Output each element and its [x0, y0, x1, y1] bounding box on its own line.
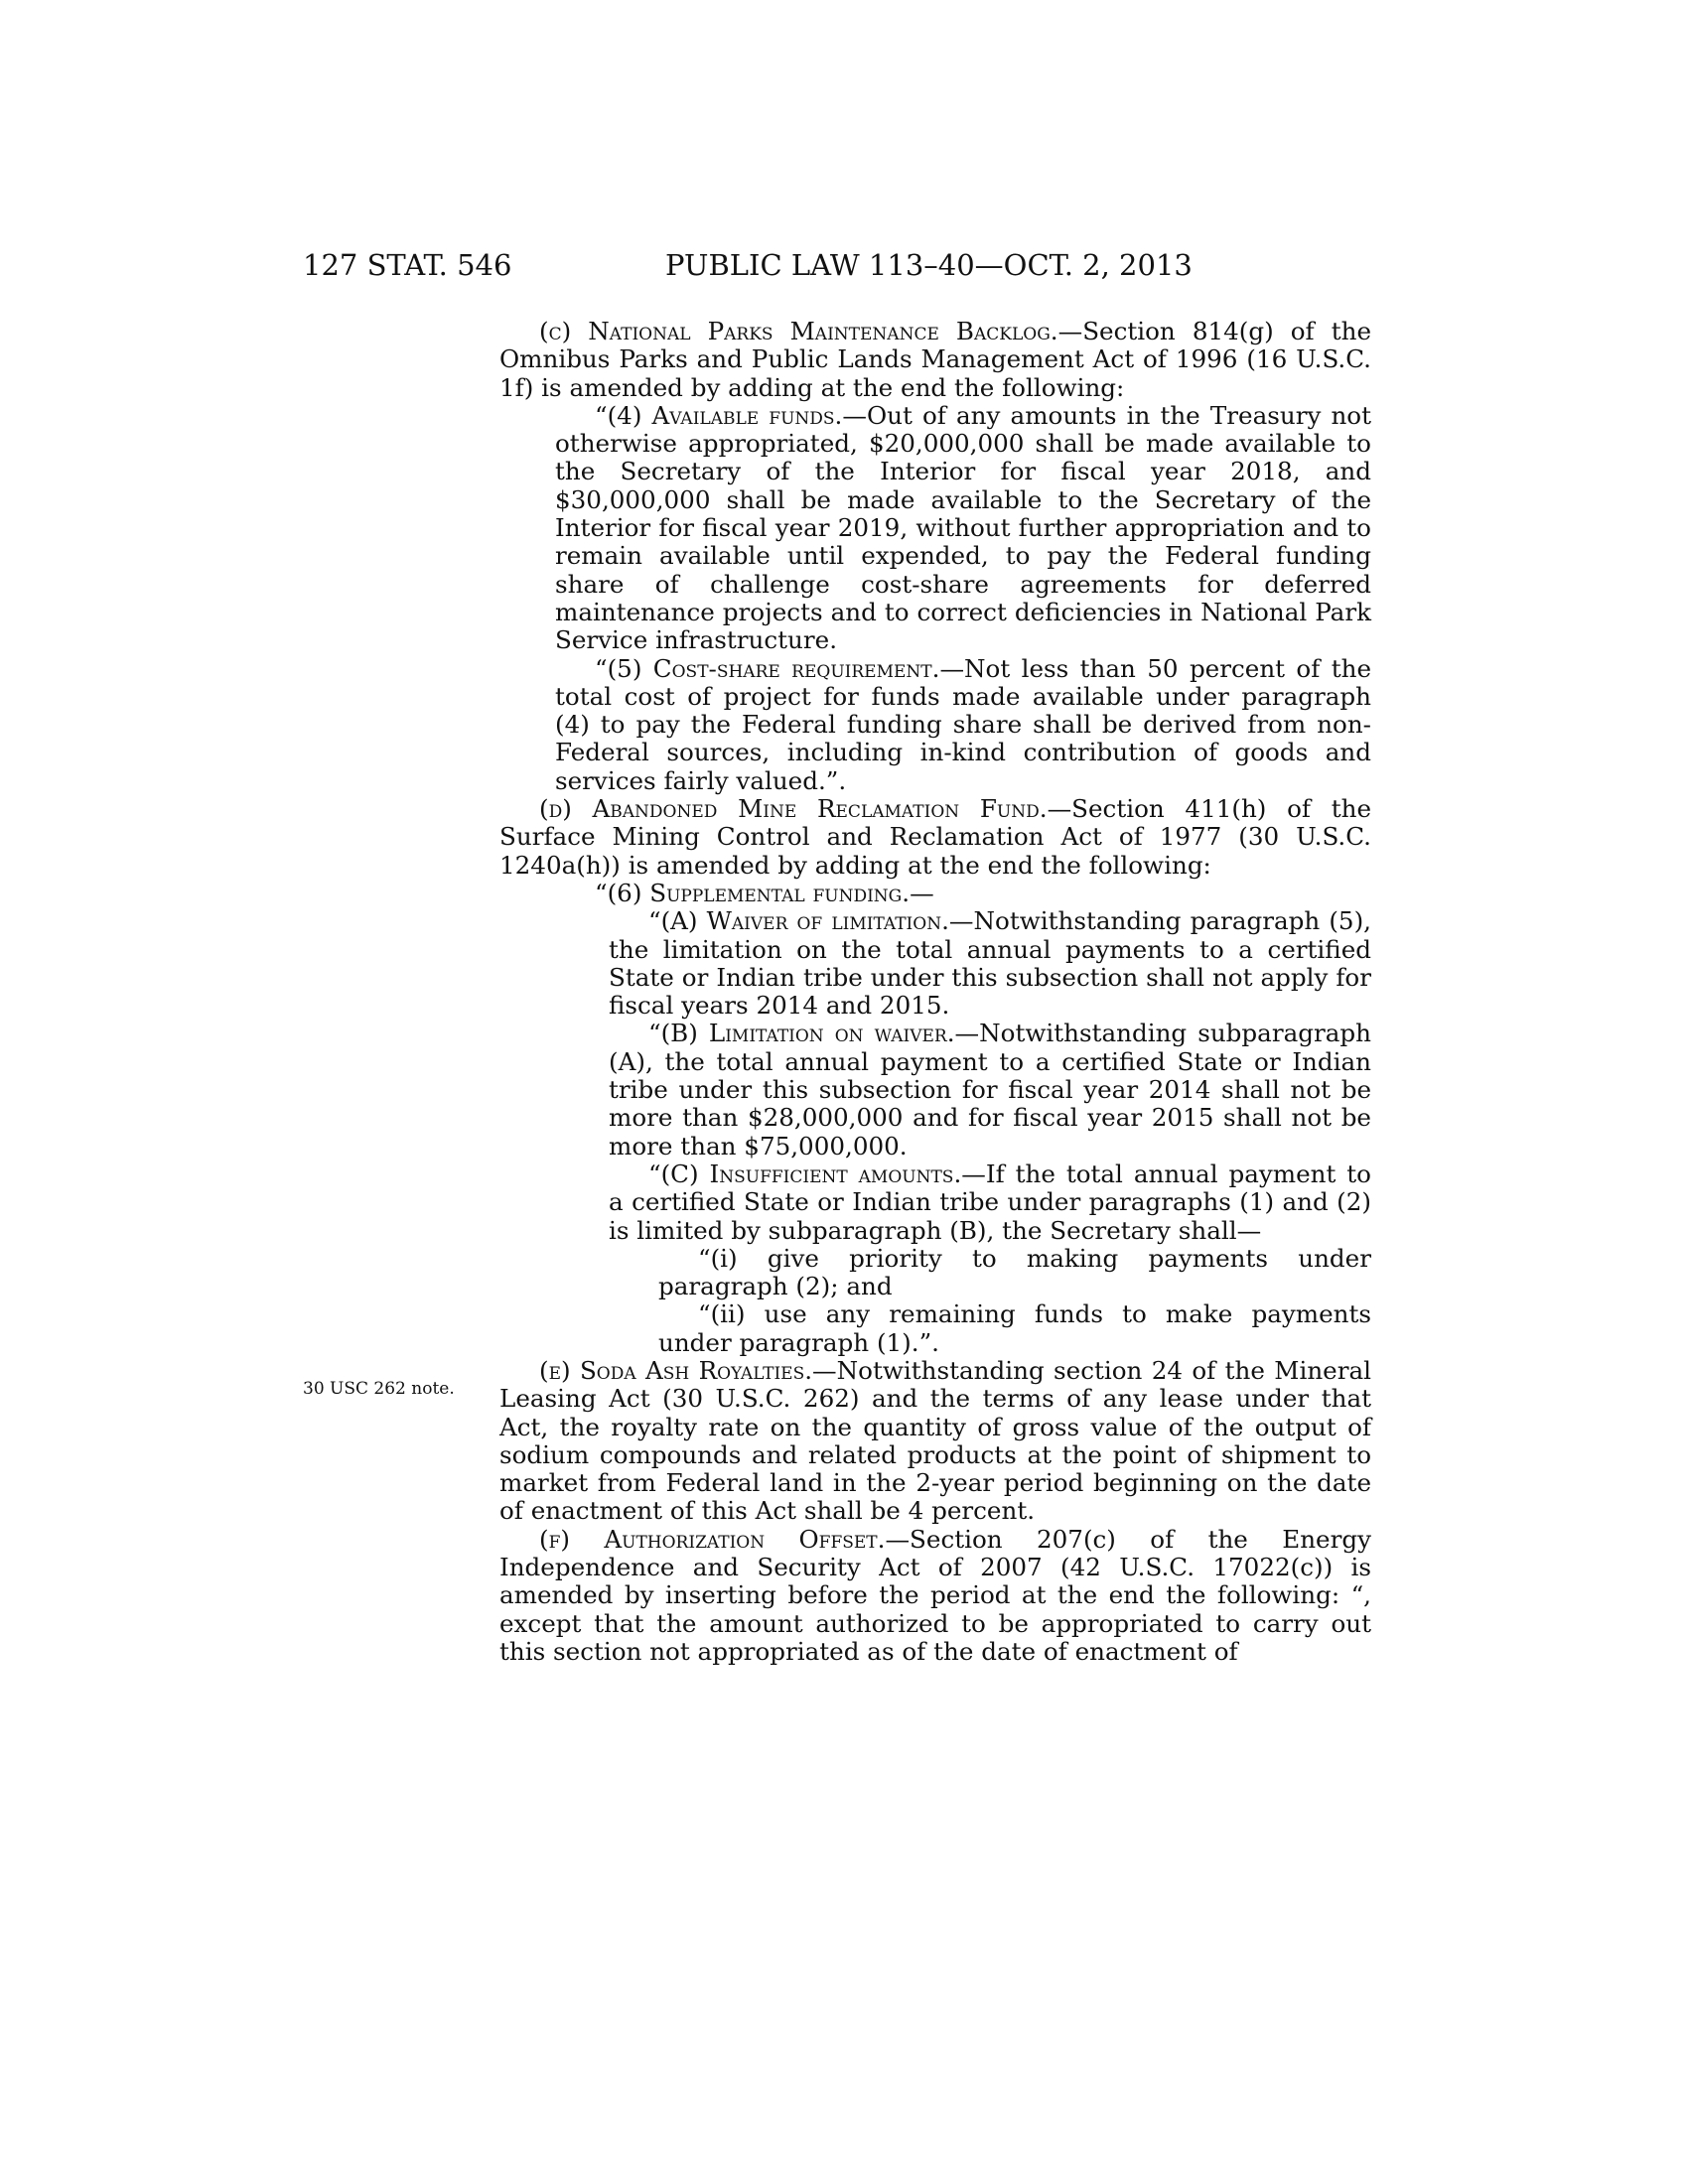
subparagraph-dA-heading: “(A) Waiver of limitation.: [648, 906, 949, 936]
page-header: [0, 248, 1688, 288]
subparagraph-dC: [609, 1160, 1371, 1245]
subsection-e: [499, 1357, 1371, 1526]
stat-page-number: 127 STAT. 546: [303, 248, 512, 282]
clause-dCii: “(ii) use any remaining funds to make payments under paragraph (1).”.: [658, 1299, 1371, 1357]
clause-dCi: “(i) give priority to making payments under paragraph (2); and: [658, 1243, 1371, 1301]
paragraph-d6: [555, 880, 1371, 907]
paragraph-c4-text: —Out of any amounts in the Treasury not otherwise appropriated, $20,000,000 shall be made available to the Secretary of the Interior for fiscal year 2018, and $30,000,000 shall be made available to the Secretary of the Interior for fiscal year 2019, without further appropriation and to remain available until expended, to pay the Federal funding share of challenge cost-share agreements for deferred maintenance projects and to correct deficiencies in National Park Service infrastructure.: [555, 400, 1371, 655]
subsection-d: [499, 795, 1371, 880]
subparagraph-dC-heading: “(C) Insufficient amounts.: [648, 1159, 962, 1188]
statute-body: [499, 318, 1371, 1666]
subsection-f-text: —Section 207(c) of the Energy Independence and Security Act of 2007 (42 U.S.C. 17022(c)) is amended by inserting before the period at the end the following: “, except that the amount authorized to be appropriated to carry out this section not appropriated as of the date of enactment of: [499, 1524, 1371, 1666]
subsection-d-heading: (d) Abandoned Mine Reclamation Fund.: [539, 794, 1048, 824]
subparagraph-dB: [609, 1020, 1371, 1160]
margin-note-soda-ash: 30 USC 262 note.: [303, 1379, 455, 1399]
paragraph-d6-heading: “(6) Supplemental funding.: [595, 878, 911, 907]
public-law-title: PUBLIC LAW 113–40—OCT. 2, 2013: [665, 248, 1193, 282]
paragraph-c4-heading: “(4) Available funds.: [595, 400, 843, 430]
subparagraph-dB-text: —Notwithstanding subparagraph (A), the total annual payment to a certified State or Indian tribe under this subsection for fiscal year 2014 shall not be more than $28,000,000 and for fiscal year 2015 shall not be more than $75,000,000.: [609, 1019, 1371, 1160]
paragraph-c5-text: —Not less than 50 percent of the total cost of project for funds made available under paragraph (4) to pay the Federal funding share shall be derived from non-Federal sources, including in-kind contribution of goods and services fairly valued.”.: [555, 653, 1371, 795]
subsection-f-heading: (f) Authorization Offset.: [539, 1524, 886, 1554]
paragraph-c5-heading: “(5) Cost-share requirement.: [595, 653, 940, 683]
subparagraph-dA-text: —Notwithstanding paragraph (5), the limitation on the total annual payments to a certified State or Indian tribe under this subsection shall not apply for fiscal years 2014 and 2015.: [609, 906, 1371, 1021]
subsection-c-heading: (c) National Parks Maintenance Backlog.: [539, 317, 1058, 345]
subsection-f: [499, 1526, 1371, 1666]
subsection-e-text: —Notwithstanding section 24 of the Mineral Leasing Act (30 U.S.C. 262) and the terms of any lease under that Act, the royalty rate on the quantity of gross value of the output of sodium compounds and related products at the point of shipment to market from Federal land in the 2-year period beginning on the date of enactment of this Act shall be 4 percent.: [499, 1355, 1371, 1526]
subsection-c: [499, 318, 1371, 402]
paragraph-c4: [555, 402, 1371, 655]
subsection-e-heading: (e) Soda Ash Royalties.: [539, 1355, 813, 1385]
subparagraph-dA: [609, 907, 1371, 1020]
subparagraph-dC-text: —If the total annual payment to a certified State or Indian tribe under paragraphs (1) and (2) is limited by subparagraph (B), the Secretary shall—: [609, 1159, 1371, 1245]
paragraph-c5: [555, 655, 1371, 795]
subsection-d-text: —Section 411(h) of the Surface Mining Control and Reclamation Act of 1977 (30 U.S.C. 1240a(h)) is amended by adding at the end the following:: [499, 794, 1372, 880]
subsection-c-text: —Section 814(g) of the Omnibus Parks and Public Lands Management Act of 1996 (16 U.S.C. 1f) is amended by adding at the end the following:: [499, 317, 1371, 402]
paragraph-d6-text: —: [910, 878, 934, 907]
subparagraph-dB-heading: “(B) Limitation on waiver.: [648, 1019, 955, 1048]
